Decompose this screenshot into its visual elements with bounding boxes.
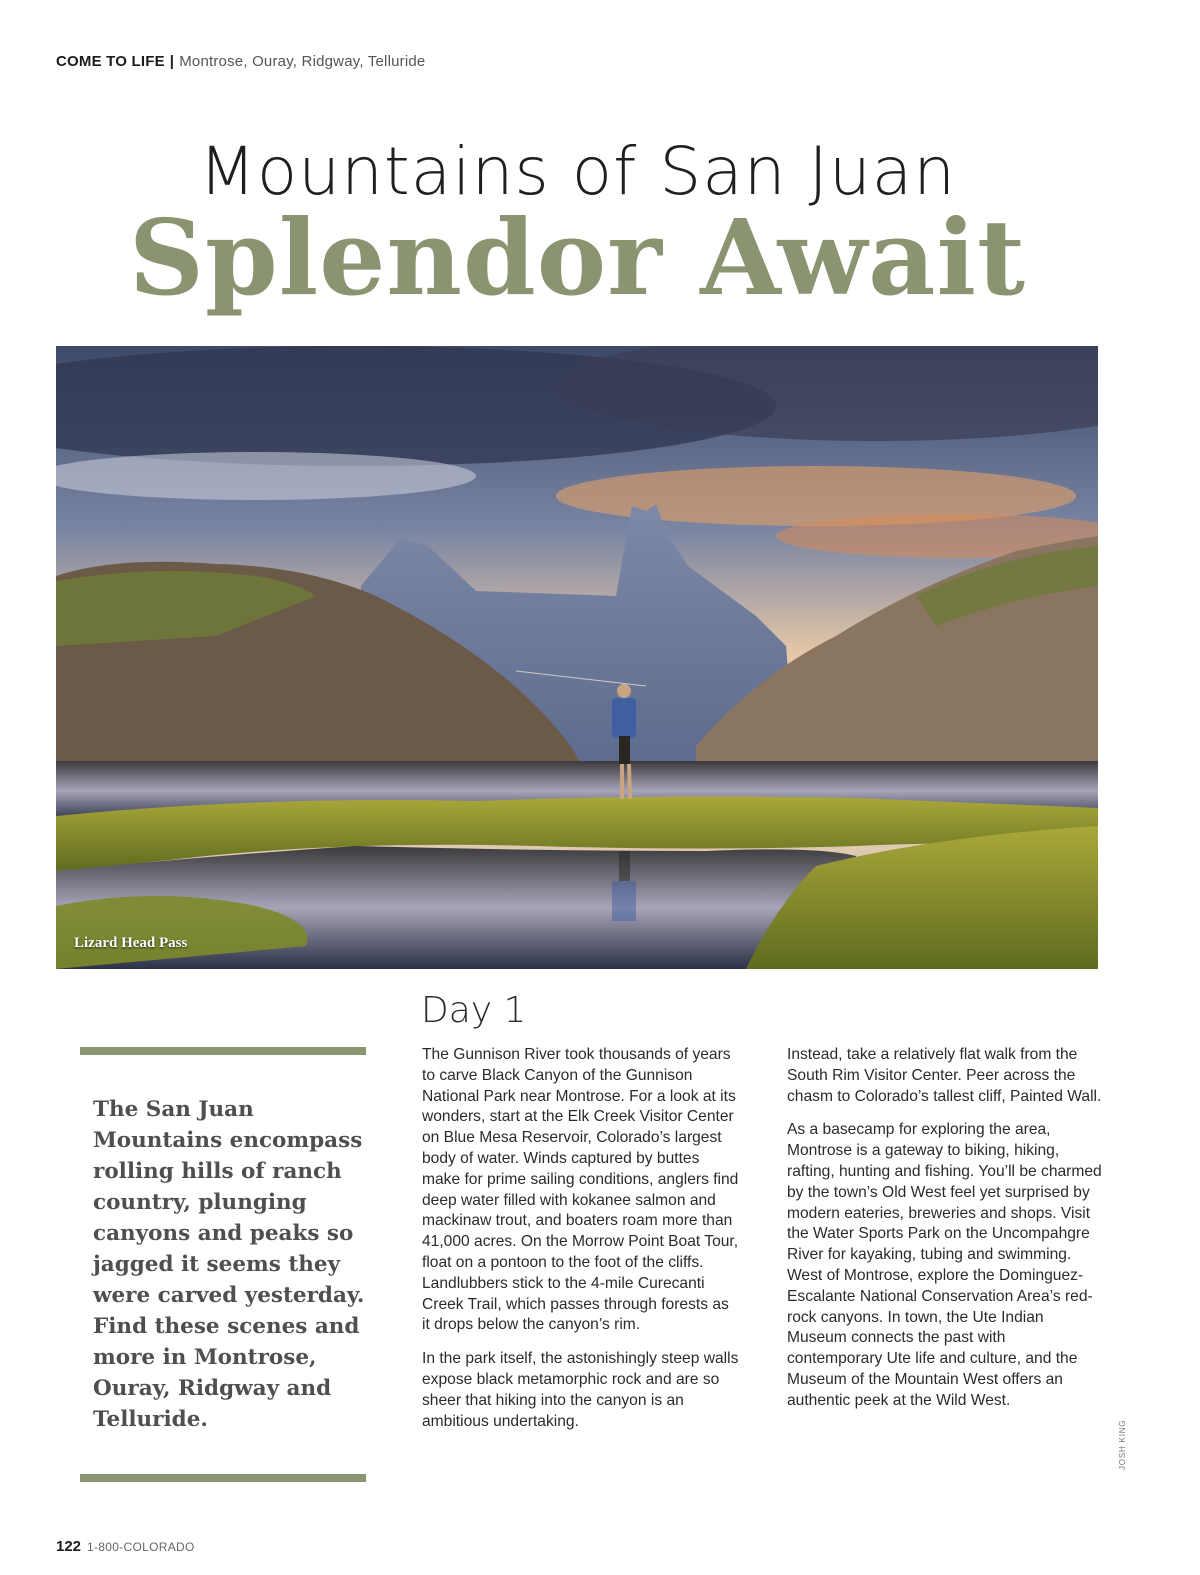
article-column-2 [787,1045,1105,1425]
publication-name: 1-800-COLORADO [87,1540,195,1554]
paragraph: In the park itself, the astonishingly steep walls expose black metamorphic rock and are so sheer that hiking into the canyon is an ambitious undertaking. [422,1350,739,1430]
headline-line-1: Mountains of San Juan [198,133,957,210]
paragraph: As a basecamp for exploring the area, Montrose is a gateway to biking, hiking, rafting, hunting and fishing. You’ll be charmed by the town’s Old West feel yet surprised by modern eateries, breweries and shops. Visit the Water Sports Park on the Uncompahgre River for kayaking, tubing and swimming. West of Montrose, explore the Dominguez-Escalante National Conservation Area’s red-rock canyons. In town, the Ute Indian Museum connects the past with contemporary Ute life and culture, and the Museum of the Mountain West offers an authentic peek at the Wild West. [787,1121,1102,1409]
paragraph: The Gunnison River took thousands of years to carve Black Canyon of the Gunnison National Park near Montrose. For a look at its wonders, start at the Elk Creek Visitor Center on Blue Mesa Reservoir, Colorado’s largest body of water. Winds captured by buttes make for prime sailing conditions, anglers find deep water filled with kokanee salmon and mackinaw trout, and boaters roam more than 41,000 acres. On the Morrow Point Boat Tour, float on a pontoon to the foot of the cliffs. Landlubbers stick to the 4-mile Curecanti Creek Trail, which passes through forests as it drops below the canyon’s rim. [422,1046,739,1334]
header-places: Montrose, Ouray, Ridgway, Telluride [179,53,426,70]
mountain-lake-illustration [56,346,1098,969]
paragraph: Instead, take a relatively flat walk from the South Rim Visitor Center. Peer across the chasm to Colorado’s tallest cliff, Painted Wall. [787,1046,1102,1105]
pull-quote-rule-bottom [80,1474,366,1482]
running-head [56,53,425,70]
day-heading: Day 1 [421,990,527,1031]
pull-quote: The San Juan Mountains encompass rolling hills of ranch country, plunging canyons and peaks so jagged it seems they were carved yesterday. Find these scenes and more in Montrose, Ouray, Ridgway and Telluride. [93,1097,365,1432]
headline-line-2: Splendor Await [128,196,1027,319]
page-number: 122 [56,1538,82,1555]
photo-caption: Lizard Head Pass [74,935,188,951]
article-column-1 [422,1045,740,1445]
photo-credit: JOSH KING [1118,1419,1127,1470]
pull-quote-rule-top [80,1047,366,1055]
cloud [56,452,476,500]
header-separator: | [169,53,175,70]
section-label: COME TO LIFE [56,53,165,70]
page-footer [56,1538,195,1555]
hero-photo [56,346,1098,969]
